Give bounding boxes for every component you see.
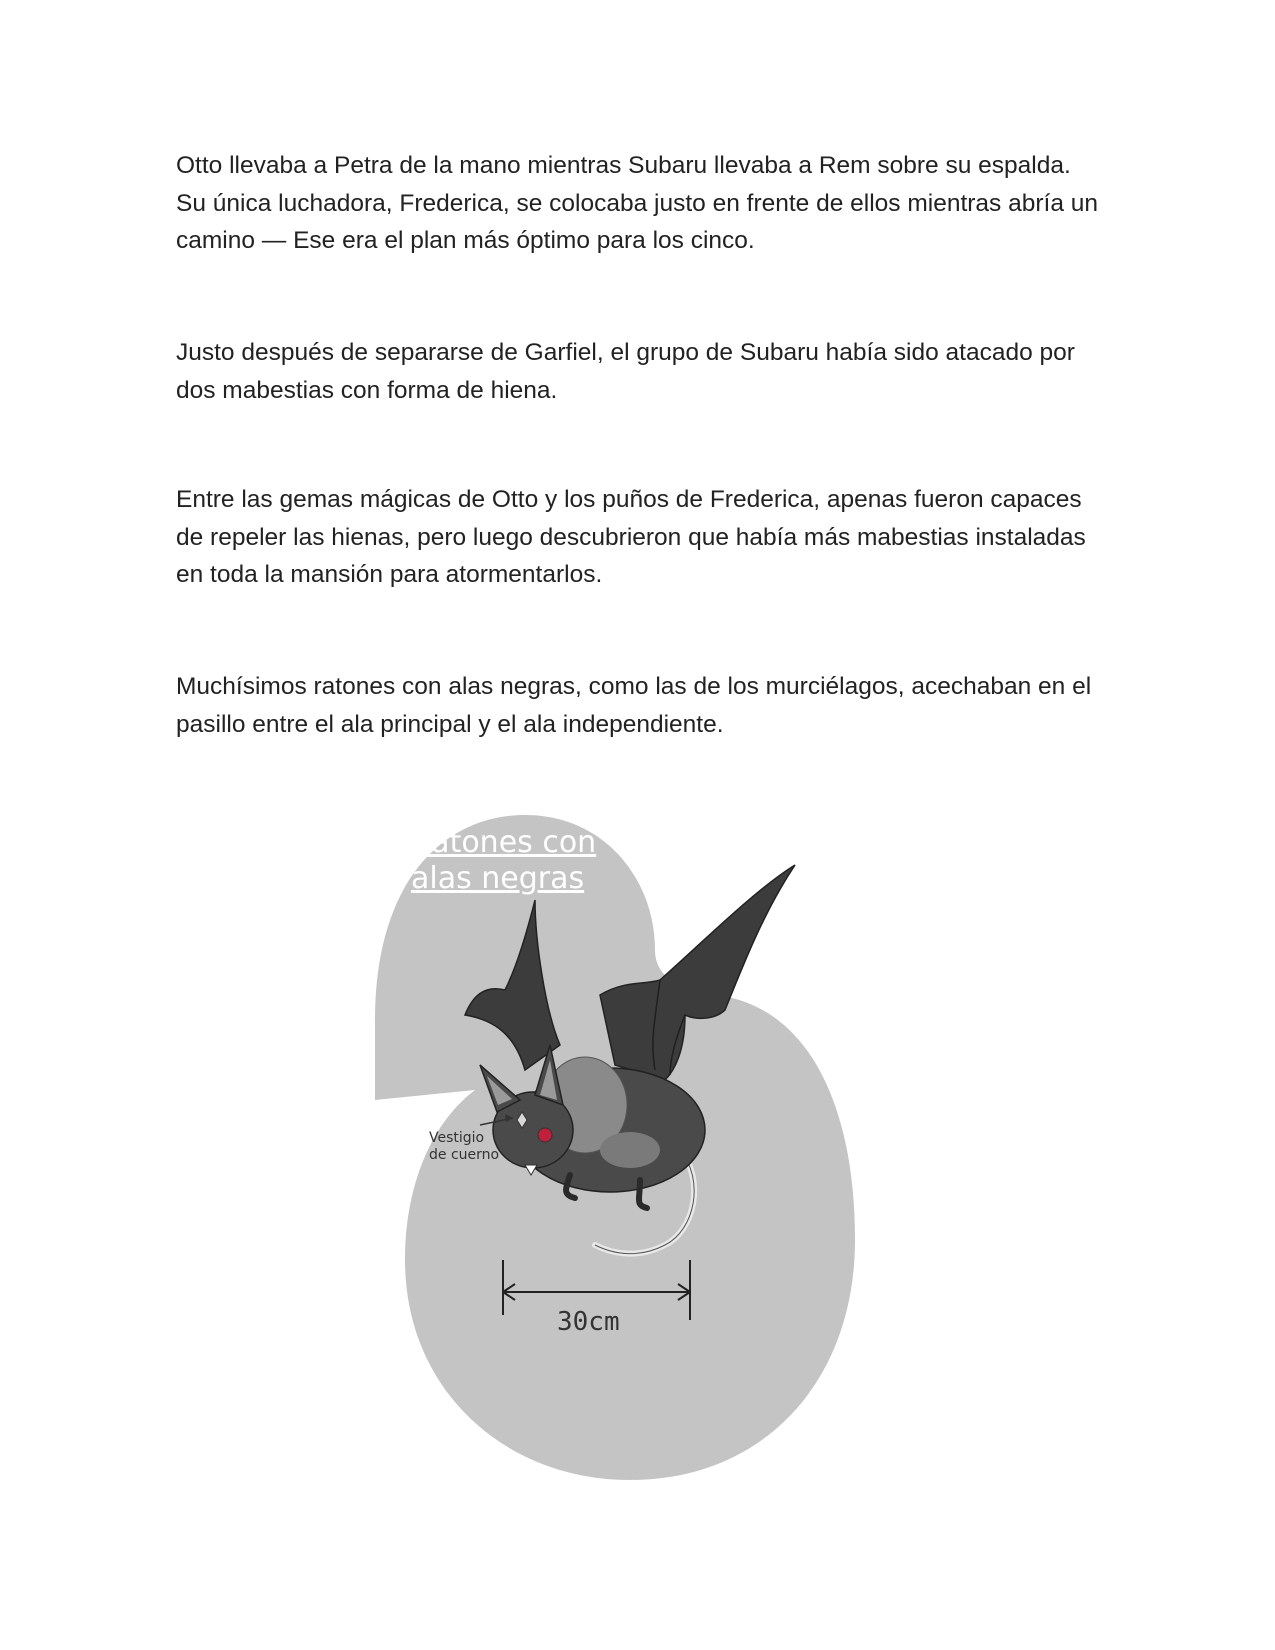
annotation-line1: Vestigio — [429, 1130, 485, 1146]
paragraph-text: Entre las gemas mágicas de Otto y los puños de Frederica, apenas fueron capaces de repeler las hienas, pero luego descubrieron que había más mabestias instaladas en toda la mansión para atormentarlos. — [176, 486, 1086, 588]
paragraph-text: Justo después de separarse de Garfiel, el grupo de Subaru había sido atacado por dos mabestias con forma de hiena. — [176, 339, 1075, 404]
paragraph-3 — [176, 481, 1106, 594]
paragraph-2 — [176, 334, 1106, 409]
paragraph-text: Otto llevaba a Petra de la mano mientras Subaru llevaba a Rem sobre su espalda. Su única luchadora, Frederica, se colocaba justo en frente de ellos mientras abría un camino — Ese era el plan más óptimo para los cinco. — [176, 152, 1099, 254]
paragraph-4 — [176, 668, 1106, 743]
bat-rat-illustration — [385, 820, 895, 1490]
figure-title-line2: alas negras — [411, 861, 585, 896]
belly-patch — [600, 1132, 660, 1168]
paragraph-text: Muchísimos ratones con alas negras, como las de los murciélagos, acechaban en el pasillo entre el ala principal y el ala independiente. — [176, 673, 1092, 738]
annotation-line2: de cuerno — [429, 1147, 500, 1163]
paragraph-1 — [176, 147, 1106, 260]
illustration-svg — [385, 820, 895, 1490]
scale-label: 30cm — [557, 1307, 620, 1337]
figure-title-line1: Ratones con — [411, 825, 597, 860]
eye-shape — [538, 1128, 552, 1142]
